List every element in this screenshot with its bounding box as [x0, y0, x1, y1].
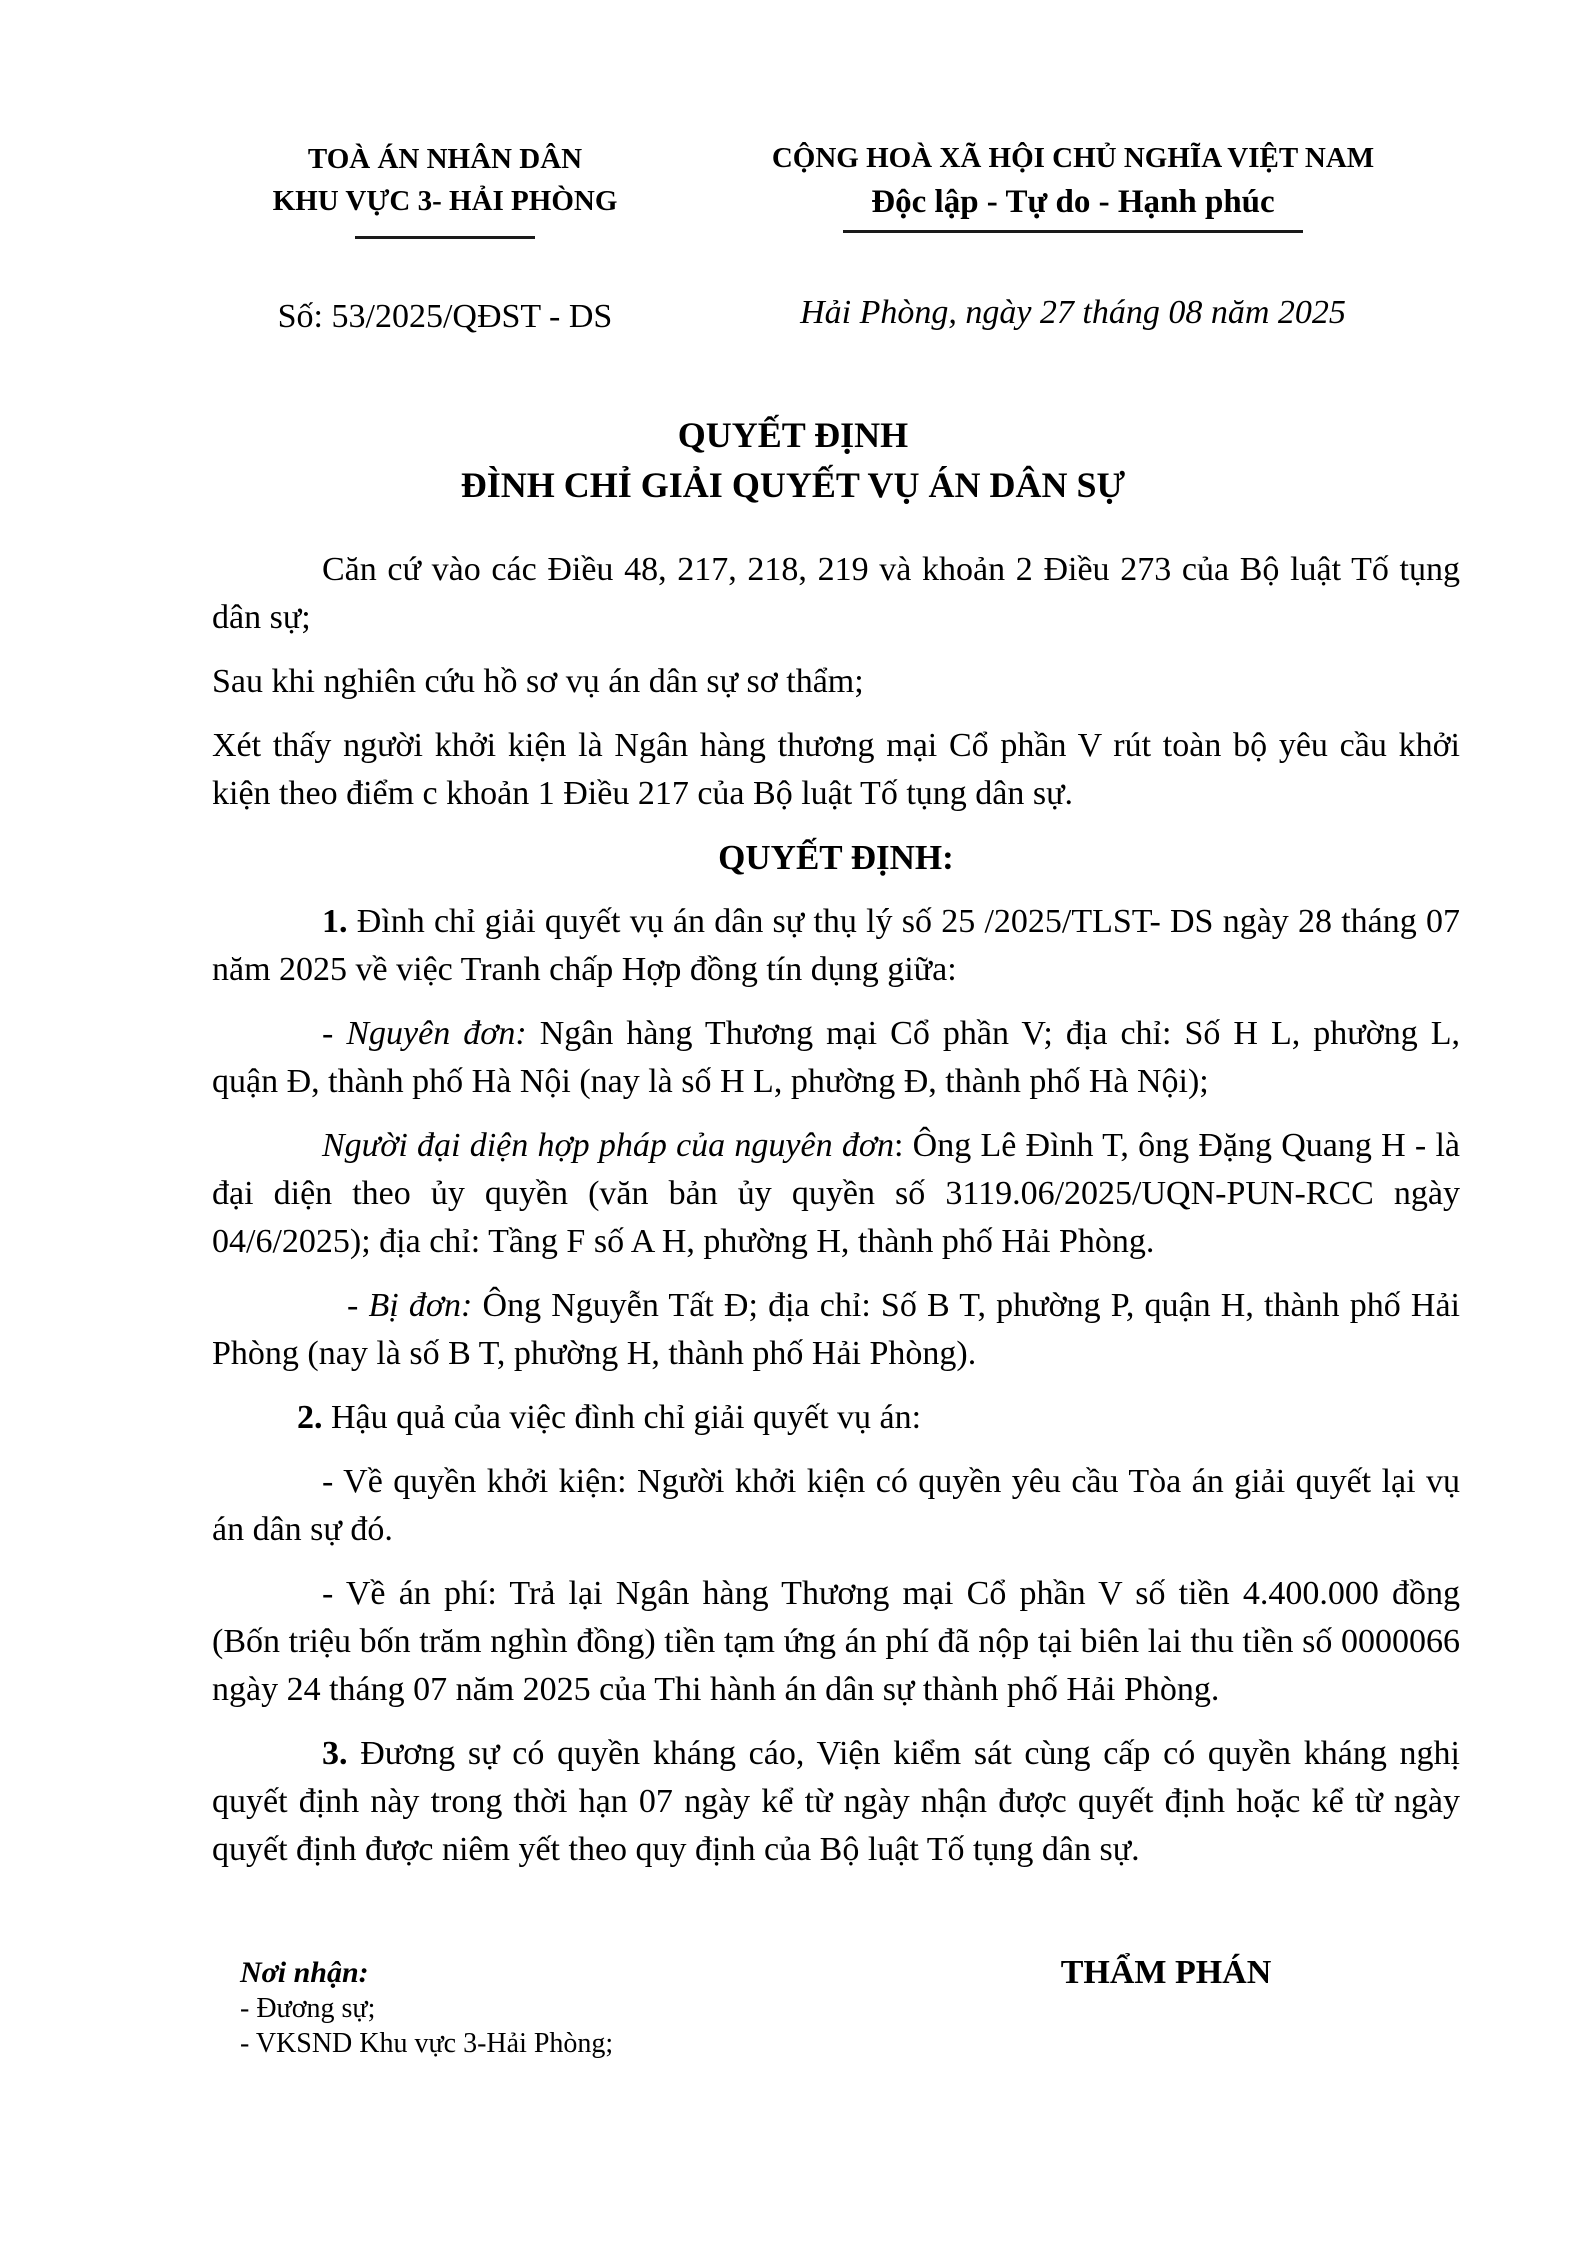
para-muc-1-run: Đình chỉ giải quyết vụ án dân sự thụ lý số 25 /2025/TLST- DS ngày 28 tháng 07 năm 2025 về việc Tranh chấp Hợp đồng tín dụng giữa: — [212, 903, 1460, 988]
court-name-block — [150, 138, 740, 341]
para-xet-thay-run: Xét thấy người khởi kiện là Ngân hàng thương mại Cổ phần V rút toàn bộ yêu cầu khởi kiện theo điểm c khoản 1 Điều 217 của Bộ luật Tố tụng dân sự. — [212, 727, 1460, 812]
para-nguyen-don-run: - Nguyên đơn: — [322, 1015, 527, 1052]
para-quyen-khoi-kien-run: - Về quyền khởi kiện: Người khởi kiện có quyền yêu cầu Tòa án giải quyết lại vụ án dân sự đó. — [212, 1463, 1460, 1548]
para-dai-dien-run: : Ông Lê Đình T, ông Đặng Quang H - là đại diện theo ủy quyền (văn bản ủy quyền số 3119.06/2025/UQN-PUN-RCC ngày 04/6/2025); địa chỉ: Tầng F số A H, phường H, thành phố Hải Phòng. — [212, 1127, 1460, 1260]
document-footer — [0, 1955, 1586, 2155]
para-an-phi-run: - Về án phí: Trả lại Ngân hàng Thương mại Cổ phần V số tiền 4.400.000 đồng (Bốn triệu bốn trăm nghìn đồng) tiền tạm ứng án phí đã nộp tại biên lai thu tiền số 0000066 ngày 24 tháng 07 năm 2025 của Thi hành án dân sự thành phố Hải Phòng. — [212, 1575, 1460, 1708]
recipient-item: - VKSND Khu vực 3-Hải Phòng; — [240, 2028, 614, 2059]
para-muc-3-run: 3. — [322, 1735, 348, 1772]
document-number: Số: 53/2025/QĐST - DS — [277, 298, 613, 335]
court-name-line1: TOÀ ÁN NHÂN DÂN — [307, 143, 583, 175]
para-muc-3 — [212, 1730, 1460, 1874]
para-muc-1-run: 1. — [322, 903, 348, 940]
place-and-date: Hải Phòng, ngày 27 tháng 08 năm 2025 — [800, 294, 1346, 331]
para-muc-2-run: 2. — [297, 1399, 323, 1436]
document-body — [212, 546, 1460, 1890]
document-title-block — [0, 410, 1586, 510]
recipients-block — [240, 1955, 613, 2061]
para-muc-1 — [212, 898, 1460, 994]
court-name-divider — [355, 236, 535, 239]
para-quyen-khoi-kien — [212, 1458, 1460, 1554]
para-xet-thay — [212, 722, 1460, 818]
para-muc-3-run: Đương sự có quyền kháng cáo, Viện kiểm sát cùng cấp có quyền kháng nghị quyết định này trong thời hạn 07 ngày kể từ ngày nhận được quyết định hoặc kể từ ngày quyết định được niêm yết theo quy định của Bộ luật Tố tụng dân sự. — [212, 1735, 1460, 1868]
para-sau-khi-run: Sau khi nghiên cứu hồ sơ vụ án dân sự sơ thẩm; — [212, 663, 864, 700]
para-nguyen-don-run: Ngân hàng Thương mại Cổ phần V; địa chỉ: Số H L, phường L, quận Đ, thành phố Hà Nội (nay là số H L, phường Đ, thành phố Hà Nội); — [212, 1015, 1460, 1100]
para-bi-don — [212, 1282, 1460, 1378]
heading-quyet-dinh — [212, 834, 1460, 882]
national-header-line2: Độc lập - Tự do - Hạnh phúc — [871, 184, 1275, 220]
national-header-line1: CỘNG HOÀ XÃ HỘI CHỦ NGHĨA VIỆT NAM — [771, 142, 1375, 174]
heading-quyet-dinh-run: QUYẾT ĐỊNH: — [718, 838, 954, 877]
court-name-line2: KHU VỰC 3- HẢI PHÒNG — [272, 185, 618, 217]
para-bi-don-run: - Bị đơn: — [347, 1287, 473, 1324]
para-dai-dien-run: Người đại diện hợp pháp của nguyên đơn — [322, 1127, 894, 1164]
para-can-cu — [212, 546, 1460, 642]
para-dai-dien — [212, 1122, 1460, 1266]
recipients-label: Nơi nhận: — [240, 1956, 369, 1989]
para-an-phi — [212, 1570, 1460, 1714]
document-title-line1: QUYẾT ĐỊNH — [677, 415, 909, 455]
document-title-line2: ĐÌNH CHỈ GIẢI QUYẾT VỤ ÁN DÂN SỰ — [460, 465, 1126, 505]
national-motto-divider — [843, 230, 1303, 233]
para-muc-2 — [212, 1394, 1460, 1442]
para-bi-don-run: Ông Nguyễn Tất Đ; địa chỉ: Số B T, phường P, quận H, thành phố Hải Phòng (nay là số B T, phường H, thành phố Hải Phòng). — [212, 1287, 1460, 1372]
para-can-cu-run: Căn cứ vào các Điều 48, 217, 218, 219 và khoản 2 Điều 273 của Bộ luật Tố tụng dân sự; — [212, 551, 1460, 636]
para-muc-2-run: Hậu quả của việc đình chỉ giải quyết vụ án: — [322, 1399, 922, 1436]
judge-signature-title: THẨM PHÁN — [1060, 1954, 1272, 1991]
para-sau-khi — [212, 658, 1460, 706]
national-motto-block — [710, 138, 1436, 337]
recipient-item: - Đương sự; — [240, 1993, 376, 2024]
para-nguyen-don — [212, 1010, 1460, 1106]
